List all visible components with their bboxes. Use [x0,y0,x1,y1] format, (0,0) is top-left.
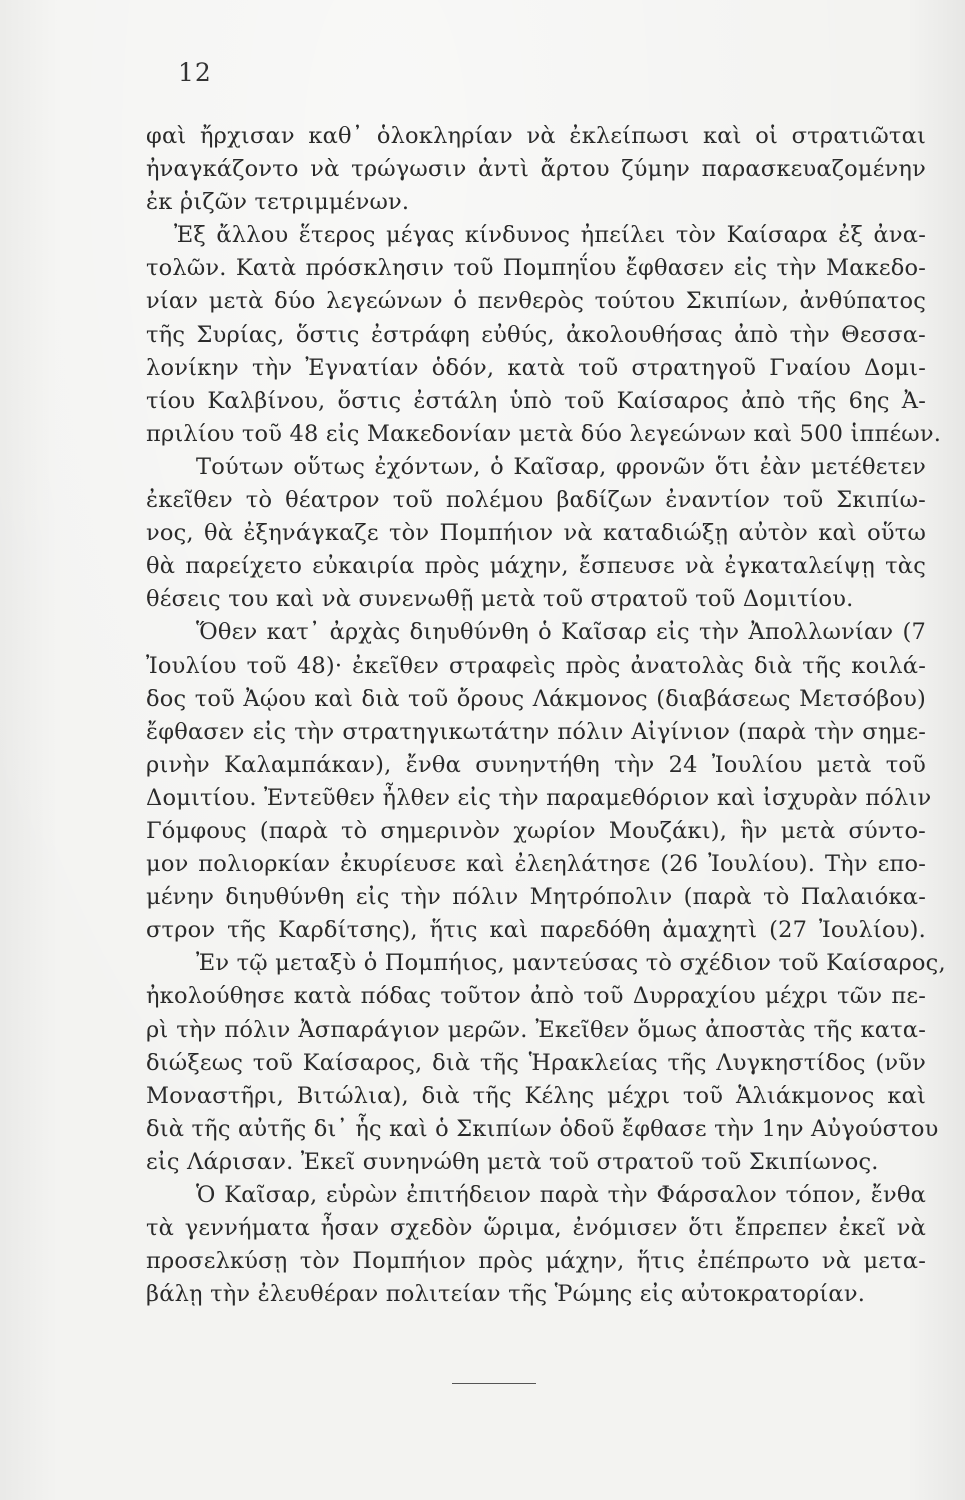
text-line: μένην διηυθύνθη εἰς τὴν πόλιν Μητρόπολιν (παρὰ τὸ Παλαιόκα- [146,884,926,911]
text-line: διὰ τῆς αὐτῆς δι᾽ ἧς καὶ ὁ Σκιπίων ὁδοῦ ἔφθασε τὴν 1ην Αὐγούστου [146,1115,939,1142]
text-line: τῆς Συρίας, ὅστις ἐστράφη εὐθύς, ἀκολουθήσας ἀπὸ τὴν Θεσσα- [146,321,926,348]
section-divider [452,1383,536,1384]
text-line: ρινὴν Καλαμπάκαν), ἔνθα συνηντήθη τὴν 24 Ἰουλίου μετὰ τοῦ [146,751,926,778]
text-line: φαὶ ἤρχισαν καθ᾽ ὁλοκληρίαν νὰ ἐκλείπωσι καὶ οἱ στρατιῶται [146,123,926,149]
paragraph-start-line: Τούτων οὕτως ἐχόντων, ὁ Καῖσαρ, φρονῶν ὅτι ἐὰν μετέθετεν [196,453,926,480]
text-line: ρὶ τὴν πόλιν Ἀσπαράγιον μερῶν. Ἐκεῖθεν ὅμως ἀποστὰς τῆς κατα- [146,1016,926,1043]
text-line: Μοναστῆρι, Βιτώλια), διὰ τῆς Κέλης μέχρι τοῦ Ἁλιάκμονος καὶ [146,1082,926,1109]
text-line: ἠναγκάζοντο νὰ τρώγωσιν ἀντὶ ἄρτου ζύμην παρασκευαζομένην [146,156,926,183]
text-line: τὰ γεννήματα ἦσαν σχεδὸν ὥριμα, ἐνόμισεν ὅτι ἔπρεπεν ἐκεῖ νὰ [146,1215,926,1242]
text-line: τίου Καλβίνου, ὅστις ἐστάλη ὑπὸ τοῦ Καίσαρος ἀπὸ τῆς 6ης Ἀ- [146,387,926,414]
text-line: διώξεως τοῦ Καίσαρος, διὰ τῆς Ἡρακλείας τῆς Λυγκηστίδος (νῦν [146,1049,926,1076]
text-line: λονίκην τὴν Ἐγνατίαν ὁδόν, κατὰ τοῦ στρατηγοῦ Γναίου Δομι- [146,354,926,381]
text-line: θέσεις του καὶ νὰ συνενωθῇ μετὰ τοῦ στρατοῦ τοῦ Δομιτίου. [146,586,854,613]
text-line: τολῶν. Κατὰ πρόσκλησιν τοῦ Πομπηΐου ἔφθασεν εἰς τὴν Μακεδο- [146,255,926,282]
text-line: νίαν μετὰ δύο λεγεώνων ὁ πενθερὸς τούτου Σκιπίων, ἀνθύπατος [146,288,926,315]
text-line: εἰς Λάρισαν. Ἐκεῖ συνηνώθη μετὰ τοῦ στρατοῦ τοῦ Σκιπίωνος. [146,1148,879,1175]
text-line: ἔφθασεν εἰς τὴν στρατηγικωτάτην πόλιν Αἰγίνιον (παρὰ τὴν σημε- [146,718,926,745]
text-line: δος τοῦ Ἀῴου καὶ διὰ τοῦ ὄρους Λάκμονος (διαβάσεως Μετσόβου) [146,685,926,712]
text-line: βάλῃ τὴν ἐλευθέραν πολιτείαν τῆς Ῥώμης εἰς αὐτοκρατορίαν. [146,1281,866,1308]
text-line: ἠκολούθησε κατὰ πόδας τοῦτον ἀπὸ τοῦ Δυρραχίου μέχρι τῶν πε- [146,983,926,1010]
text-line: Γόμφους (παρὰ τὸ σημερινὸν χωρίον Μουζάκι), ἣν μετὰ σύντο- [146,817,926,844]
text-line: νος, θὰ ἐξηνάγκαζε τὸν Πομπήιον νὰ καταδιώξῃ αὐτὸν καὶ οὕτω [146,520,926,547]
text-line: Ἰουλίου τοῦ 48)· ἐκεῖθεν στραφεὶς πρὸς ἀνατολὰς διὰ τῆς κοιλά- [146,652,926,679]
text-line: πριλίου τοῦ 48 εἰς Μακεδονίαν μετὰ δύο λεγεώνων καὶ 500 ἱππέων. [146,420,942,447]
text-line: Δομιτίου. Ἐντεῦθεν ἦλθεν εἰς τὴν παραμεθόριον καὶ ἰσχυρὰν πόλιν [146,784,932,811]
text-line: ἐκεῖθεν τὸ θέατρον τοῦ πολέμου βαδίζων ἐναντίον τοῦ Σκιπίω- [146,487,926,514]
text-line: προσελκύσῃ τὸν Πομπήιον πρὸς μάχην, ἥτις ἐπέπρωτο νὰ μετα- [146,1248,926,1275]
text-line: ἐκ ῥιζῶν τετριμμένων. [146,189,410,216]
page-number: 12 [178,58,212,87]
paragraph-start-line: Ὅθεν κατ᾽ ἀρχὰς διηυθύνθη ὁ Καῖσαρ εἰς τὴν Ἀπολλωνίαν (7 [196,619,926,646]
text-line: θὰ παρείχετο εὐκαιρία πρὸς μάχην, ἔσπευσε νὰ ἐγκαταλείψῃ τὰς [146,553,926,580]
paragraph-start-line: Ἐν τῷ μεταξὺ ὁ Πομπήιος, μαντεύσας τὸ σχέδιον τοῦ Καίσαρος, [196,950,946,977]
body-text [146,120,946,1311]
paragraph-start-line: Ὁ Καῖσαρ, εὑρὼν ἐπιτήδειον παρὰ τὴν Φάρσαλον τόπον, ἔνθα [196,1182,926,1208]
paragraph-start-line: Ἐξ ἄλλου ἕτερος μέγας κίνδυνος ἠπείλει τὸν Καίσαρα ἐξ ἀνα- [174,222,926,249]
text-line: μον πολιορκίαν ἐκυρίευσε καὶ ἐλεηλάτησε (26 Ἰουλίου). Τὴν επο- [146,851,926,878]
text-line: στρον τῆς Καρδίτσης), ἥτις καὶ παρεδόθη ἀμαχητὶ (27 Ἰουλίου). [146,917,926,944]
